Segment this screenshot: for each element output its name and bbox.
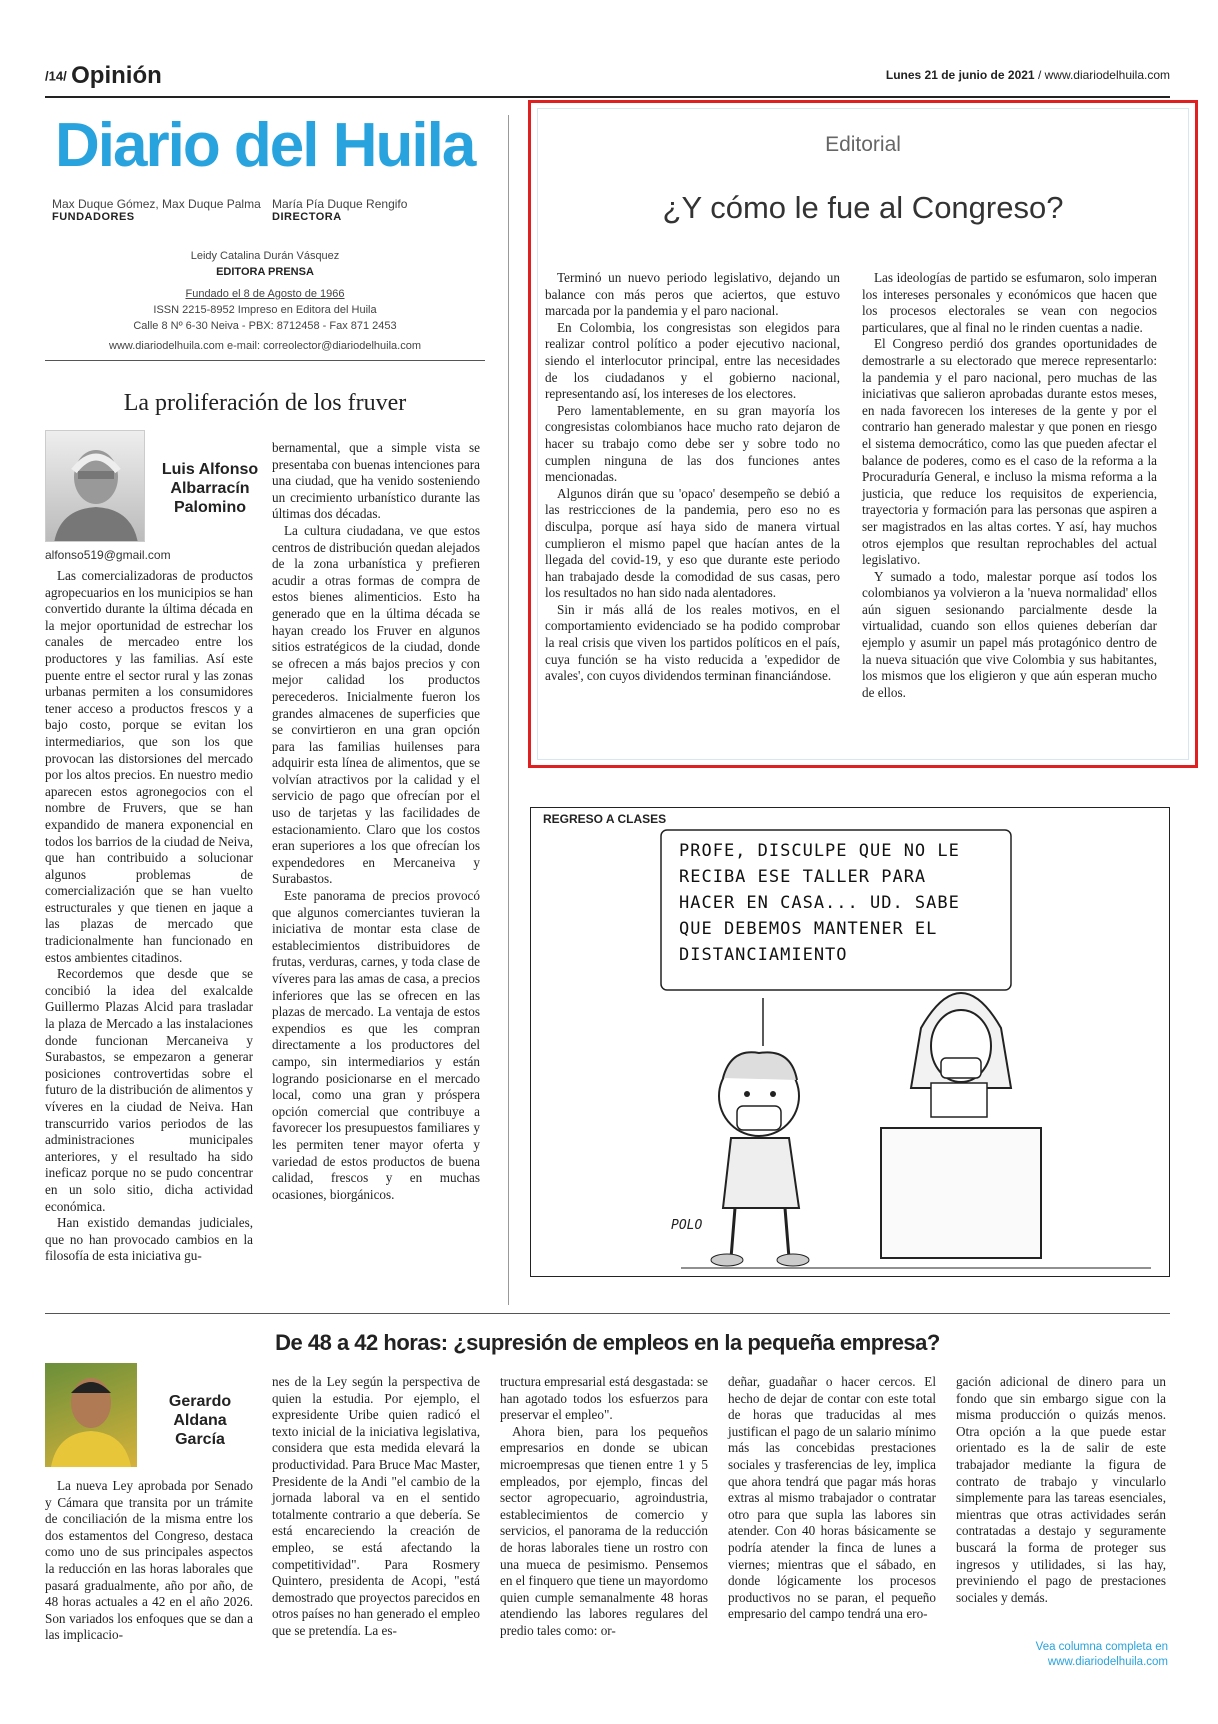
editor-name: Leidy Catalina Durán Vásquez xyxy=(190,250,340,262)
page-number: /14/ xyxy=(45,68,67,84)
paragraph: Han existido demandas judiciales, que no han provocado cambios en la filosofía de esta iniciativa gu- xyxy=(45,1215,253,1264)
editorial-kicker: Editorial xyxy=(825,133,901,156)
author-photo-icon xyxy=(45,1363,137,1467)
paragraph: gación adicional de dinero para un fondo que sin embargo sigue con la misma producción o quizás menos. Otra opción a la que puede estar orientado es la de salir de este trabajador mediante la figura de contrato de trabajo y vincularlo simplemente para las tareas esenciales, mientras que otras actividades serán contratadas a destajo y seguramente buscará la forma de proteger sus ingresos y utilidades, si las hay, previniendo el pago de prestaciones sociales y demás. xyxy=(956,1374,1166,1605)
paragraph: Sin ir más allá de los reales motivos, en el comportamiento evidenciado se ha podido comprobar la real crisis que viven los partidos políticos en el país, cuya función se ha visto reducida a 'expedidor de avales', con cuyos dividendos terminan financiándose. xyxy=(545,601,840,684)
masthead-info xyxy=(45,248,485,354)
section-name: Opinión xyxy=(71,62,162,89)
cartoon-signature: POLO xyxy=(671,1218,703,1233)
author-name: Luis Alfonso Albarracín Palomino xyxy=(161,461,259,516)
paragraph: Ahora bien, para los pequeños empresarios en donde se ubican microempresas que tienen entre 1 y 5 empleados, por ejemplo, fincas del sector agropecuario, agroindustria, establecimientos de comercio y servicios, el panorama de la reducción de horas laborales tiene un rostro con una mueca de pesimismo. Pensemos en el finquero que tiene un mayordomo quien cumple semanalmente 48 horas atendiendo las labores regulares del predio tales como: or- xyxy=(500,1423,709,1638)
address: Calle 8 Nº 6-30 Neiva - PBX: 8712458 - Fax 871 2453 xyxy=(133,320,397,332)
column-title: La proliferación de los fruver xyxy=(123,390,407,416)
bottom-column-2 xyxy=(272,1374,480,1640)
article-column-1 xyxy=(45,568,253,1265)
author-photo-icon xyxy=(46,431,145,542)
editor-label: EDITORA PRENSA xyxy=(216,266,314,278)
founded-date: Fundado el 8 de Agosto de 1966 xyxy=(185,288,345,300)
paragraph: bernamental, que a simple vista se presentaba con buenas intenciones para una ciudad, que ha venido sosteniendo un crecimiento urbanístico durante las últimas dos décadas. xyxy=(272,440,480,522)
paragraph: nes de la Ley según la perspectiva de quien la estudia. Por ejemplo, el expresidente Uribe quien radicó el texto inicial de la iniciativa legislativa, considera que esta medida elevará la productividad. Para Bruce Mac Master, Presidente de la Andi "el cambio de la jornada laboral va en el sentido totalmente contrario a que debería. Se está encareciendo la creación de empleo, se está afectando la competitividad". Para Rosmery Quintero, presidenta de Acopi, "está demostrado que proyectos parecidos en otros países no han generado el empleo que se pretendía. La es- xyxy=(272,1374,480,1638)
cartoon-label: REGRESO A CLASES xyxy=(543,812,667,826)
paragraph: deñar, guadañar o hacer cercos. El hecho de dejar de contar con este total de horas que traducidas al mes justifican el pago de un salario mínimo más las concebidas prestaciones sociales y trasferencias de ley, implica que ahora tendrá que pagar más horas extras al mismo trabajador o contratar otro para que supla las labores sin atender. Con 40 horas básicamente se podría atender la finca de lunes a viernes; mientras que el sábado, en donde lógicamente los procesos productivos no se paran, el pequeño empresario del campo tendrá una ero- xyxy=(728,1374,936,1622)
paragraph: La nueva Ley aprobada por Senado y Cámara que transita por un trámite de conciliación de la misma entre los dos estamentos del Congreso, destaca como uno de sus principales aspectos la reducción en las horas laborales que pasará gradualmente, año por año, de 48 horas actuales a 42 en el año 2026. Son variados los enfoques que se dan a las implicacio- xyxy=(45,1478,253,1643)
founders-credit: Max Duque Gómez, Max Duque Palma FUNDADORES xyxy=(52,197,261,223)
paragraph: Las comercializadoras de productos agropecuarios en los municipios se han convertido durante la última década en la mejor oportunidad de estrechar los canales de mercadeo entre los productores y las familias. Así este puente entre el sector rural y las zonas urbanas permiten a los consumidores tener acceso a productos frescos y a bajo costo, porque se evitan los intermediarios, que son los que provocan las distorsiones del mercado por los altos precios. En nuestro medio aparecen estos agronegocios con el nombre de Fruvers, que se han expandido de manera exponencial en todos los barrios de la ciudad de Neiva, que han contribuido a solucionar algunos problemas de comercialización que se han vuelto estructurales y que tienen en jaque a las plazas de mercado que tradicionalmente han funcionado en estos ambientes citadinos. xyxy=(45,568,254,965)
paragraph: tructura empresarial está desgastada: se han agotado todos los esfuerzos para preservar el empleo". xyxy=(500,1374,708,1423)
read-more-link[interactable] xyxy=(1036,1640,1168,1670)
bottom-rule xyxy=(45,1313,1170,1314)
header-rule xyxy=(45,96,1170,98)
article-column-2 xyxy=(272,440,480,1203)
issn: ISSN 2215-8952 Impreso en Editora del Huila xyxy=(153,304,377,316)
bottom-article-title: De 48 a 42 horas: ¿supresión de empleos en la pequeña empresa? xyxy=(275,1330,940,1355)
editorial-title: ¿Y cómo le fue al Congreso? xyxy=(662,190,1064,225)
bottom-column-5 xyxy=(956,1374,1166,1606)
paragraph: Las ideologías de partido se esfumaron, solo imperan los intereses personales y económicos que hacen que los procesos electorales se vean con negocios particulares, que al final no le rinden cuentas a nadie. xyxy=(862,270,1157,335)
masthead-rule xyxy=(45,360,485,361)
cartoon-panel xyxy=(530,807,1170,1277)
editorial-column-1 xyxy=(545,270,840,685)
author-name: Gerardo Aldana García xyxy=(168,1393,232,1448)
read-more-url[interactable]: www.diariodelhuila.com xyxy=(1047,1656,1168,1668)
date-text: Lunes 21 de junio de 2021 xyxy=(885,68,1035,82)
paragraph: Algunos dirán que su 'opaco' desempeño se debió a las restricciones de la pandemia, pero eso no es disculpa, porque así haya sido de manera virtual cumplieron el mismo papel que hacían antes de la llegada del covid-19, y eso que durante este periodo han trabajado desde la comodidad de sus casas, pero los resultados no han sido nada alentadores. xyxy=(545,485,840,601)
director-credit: María Pía Duque Rengifo DIRECTORA xyxy=(272,197,408,223)
author-email[interactable]: alfonso519@gmail.com xyxy=(45,548,171,562)
bottom-column-4 xyxy=(728,1374,936,1623)
page-header-section xyxy=(45,62,162,90)
editorial-column-2 xyxy=(862,270,1157,701)
paragraph: Pero lamentablemente, en su gran mayoría los congresistas colombianos hace mucho rato dejaron de hacer su trabajo como debe ser y sobre todo no cumplen ninguna de las dos funciones antes mencionadas. xyxy=(545,402,840,485)
paragraph: El Congreso perdió dos grandes oportunidades de demostrarle a su electorado que merece representarlo: la pandemia y el paro nacional, pero muchas de las iniciativas que salieron aprobadas durante estos meses, en nada favorecen los intereses de la gente y por el contrario han generado malestar y que ponen en riesgo el sistema democrático, como las que pueden afectar el balance de poderes, como es el caso de la reforma a la Procuraduría General, e incluso la misma reforma a la justicia, que reduce los requisitos de experiencia, trayectoria y formación para las personas que aspiren a ser magistrados en las altas cortes. Y así, hay muchos otros ejemplos que resultan reprochables del actual legislativo. xyxy=(862,336,1157,568)
website-text: / www.diariodelhuila.com xyxy=(1037,68,1170,82)
paragraph: Y sumado a todo, malestar porque así todos los colombianos ya volvieron a la 'nueva normalidad' ellos aún siguen sesionando parcialmente desde la virtualidad, cuando son ellos quienes deberían dar ejemplo y asumir un papel más protagónico dentro de la nueva situación que vive Colombia y sus habitantes, los mismos que los eligieron y que aún esperan mucho de ellos. xyxy=(862,568,1157,700)
paragraph: Terminó un nuevo periodo legislativo, dejando un balance con más peros que aciertos, que estuvo marcada por la pandemia y el paro nacional. xyxy=(545,270,840,319)
paragraph: Este panorama de precios provocó que algunos comerciantes tuvieran la iniciativa de montar esta clase de establecimientos distribuidores de frutas, verduras, carnes, y toda clase de víveres para las amas de casa, a precios inferiores que las se ofrecen en las plazas de mercado. La ventaja de estos expendios es que les compran directamente a los productores del campo, sin intermediarios y están logrando posicionarse en el mercado local, como una gran y próspera opción comercial que contribuye a favorecer los presupuestos familiares y les permiten tener mayor oferta y variedad de estos productos de buena calidad, frescos y en muchas ocasiones, biorgánicos. xyxy=(272,888,480,1202)
masthead-logo: Diario del Huila xyxy=(55,111,475,180)
bottom-column-3 xyxy=(500,1374,708,1640)
page-date xyxy=(886,68,1170,82)
paragraph: En Colombia, los congresistas son elegidos para realizar control político a poder ejecutivo nacional, siendo el interlocutor principal, entre las necesidades de los ciudadanos y el gobierno nacional, representando así, los intereses de los electores. xyxy=(545,319,840,402)
paragraph: La cultura ciudadana, ve que estos centros de distribución quedan alejados de la zona urbanística y prefieren acudir a otras formas de compra de estos bienes alimenticios. Esto ha generado que en la última década se hayan creado los Fruver en algunos sitios estratégicos de la ciudad, donde se ofrecen a más bajos precios y con mejor calidad los productos perecederos. Inicialmente fueron los grandes almacenes de superficies que se convirtieron en una gran opción para las familias huilenses para adquirir esta línea de alimentos, que se volvían atractivos por la calidad y el servicio de pago que ofrecían por el uso de tarjetas y las facilidades de estacionamiento. Claro que los costos eran superiores a los que ofrecían los expendedores en Mercaneiva y Surabastos. xyxy=(272,522,481,887)
contact-line: www.diariodelhuila.com e-mail: correolector@diariodelhuila.com xyxy=(109,340,421,352)
read-more-text: Vea columna completa en xyxy=(1035,1641,1168,1653)
bottom-column-1 xyxy=(45,1478,253,1644)
paragraph: Recordemos que desde que se concibió la idea del exalcalde Guillermo Plazas Alcid para trasladar la plaza de Mercado a las instalaciones donde funcionan Mercaneiva y Surabastos, se empezaron a generar posiciones controvertidas sobre el futuro de la distribución de alimentos y víveres en la ciudad de Neiva. Han transcurrido varios periodos de las administraciones municipales anteriores, y el resultado ha sido ineficaz porque no se pudo concentrar en un solo sitio, dicha actividad económica. xyxy=(45,966,253,1214)
column-divider xyxy=(508,115,509,1305)
author-photo xyxy=(45,1363,137,1467)
cartoon-speech-text: PROFE, DISCULPE QUE NO LE RECIBA ESE TALLER PARA HACER EN CASA... UD. SABE QUE DEBEMOS MANTENER EL DISTANCIAMIENTO xyxy=(679,841,960,965)
author-photo xyxy=(45,430,145,542)
